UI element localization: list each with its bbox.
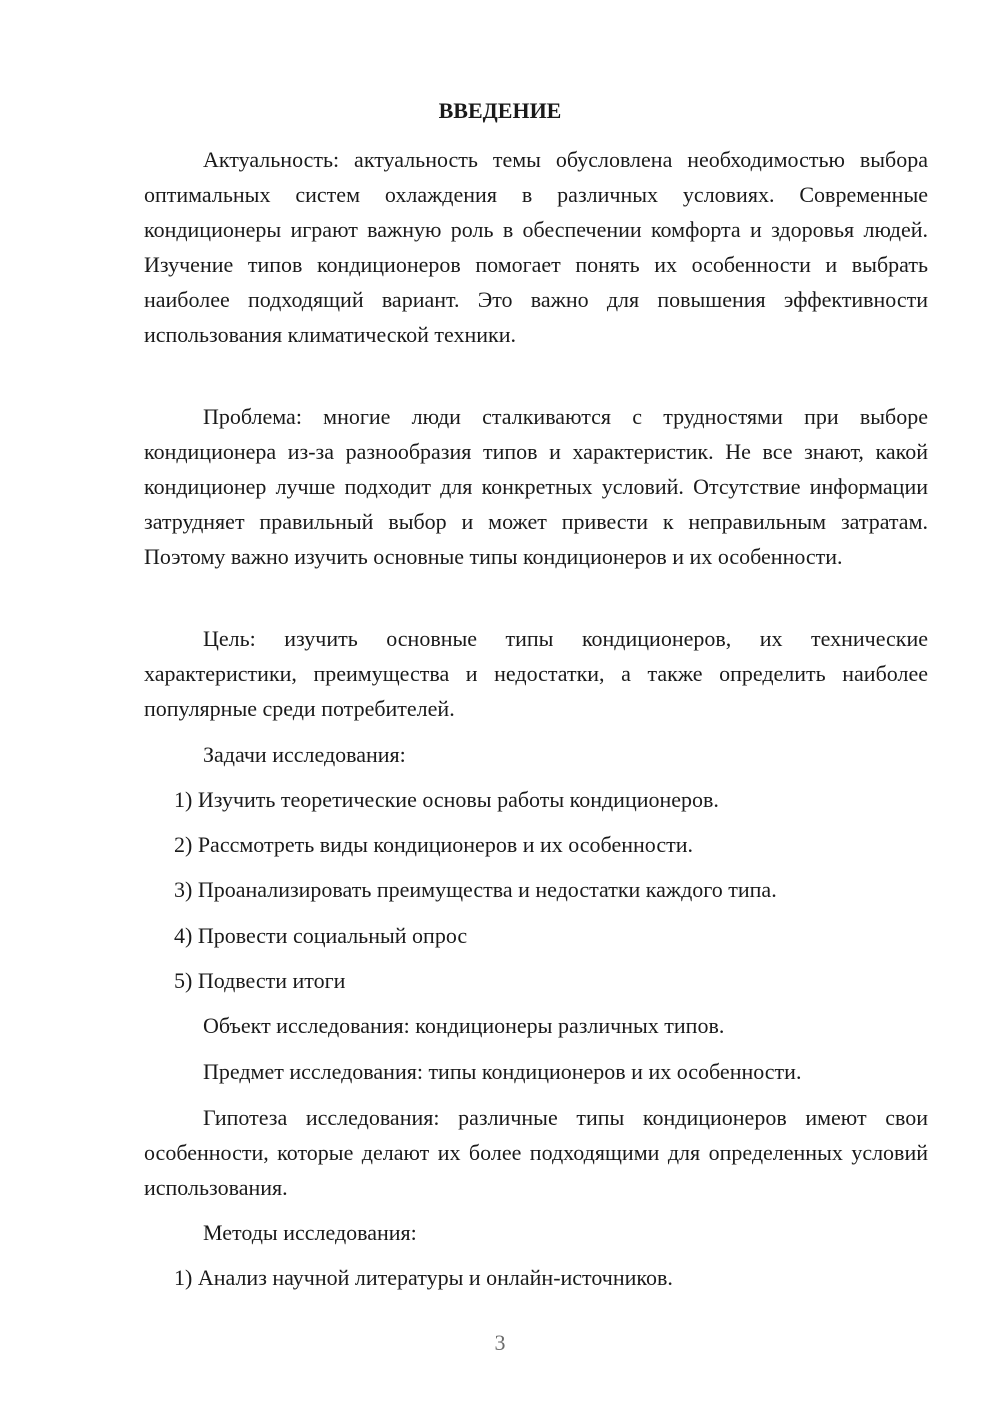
- methods-heading: Методы исследования:: [203, 1220, 417, 1245]
- body-text: [144, 142, 928, 352]
- page-number: 3: [494, 1330, 506, 1355]
- hypothesis-block: [144, 1100, 928, 1205]
- paragraph-relevance: Актуальность: актуальность темы обусловлена необходимостью выбора оптимальных систем охлаждения в различных условиях. Современные кондиционеры играют важную роль в обеспечении комфорта и здоровья людей. Изучение типов кондиционеров помогает понять их особенности и выбрать наиболее подходящий вариант. Это важно для повышения эффективности использования климатической техники.: [144, 147, 928, 347]
- body-text-problem-block: [144, 399, 928, 574]
- methods-heading-block: [144, 1215, 928, 1250]
- tasks-heading: Задачи исследования:: [203, 742, 406, 767]
- task-list-item: [144, 782, 928, 817]
- task-item-3: 3) Проанализировать преимущества и недостатки каждого типа.: [174, 877, 777, 902]
- task-item-2: 2) Рассмотреть виды кондиционеров и их особенности.: [174, 832, 693, 857]
- paragraph-goal: Цель: изучить основные типы кондиционеров, их технические характеристики, преимущества и недостатки, а также определить наиболее популярные среди потребителей.: [144, 626, 928, 721]
- task-list-item: [144, 918, 928, 953]
- method-list-item: [144, 1260, 928, 1295]
- body-text-goal-block: [144, 621, 928, 726]
- research-object: Объект исследования: кондиционеры различных типов.: [203, 1013, 725, 1038]
- paragraph-problem: Проблема: многие люди сталкиваются с трудностями при выборе кондиционера из-за разнообразия типов и характеристик. Не все знают, какой кондиционер лучше подходит для конкретных условий. Отсутствие информации затрудняет правильный выбор и может привести к неправильным затратам. Поэтому важно изучить основные типы кондиционеров и их особенности.: [144, 404, 928, 569]
- task-item-4: 4) Провести социальный опрос: [174, 923, 468, 948]
- method-item-1: 1) Анализ научной литературы и онлайн-источников.: [174, 1265, 673, 1290]
- object-block: [144, 1008, 928, 1043]
- task-list-item: [144, 872, 928, 907]
- subject-block: [144, 1054, 928, 1089]
- research-hypothesis: Гипотеза исследования: различные типы кондиционеров имеют свои особенности, которые делают их более подходящими для определенных условий использования.: [144, 1105, 928, 1200]
- task-list-item: [144, 827, 928, 862]
- tasks-heading-block: [144, 737, 928, 772]
- task-item-5: 5) Подвести итоги: [174, 968, 346, 993]
- page-title: ВВЕДЕНИЕ: [438, 98, 562, 123]
- research-subject: Предмет исследования: типы кондиционеров и их особенности.: [203, 1059, 802, 1084]
- task-list-item: [144, 963, 928, 998]
- task-item-1: 1) Изучить теоретические основы работы кондиционеров.: [174, 787, 719, 812]
